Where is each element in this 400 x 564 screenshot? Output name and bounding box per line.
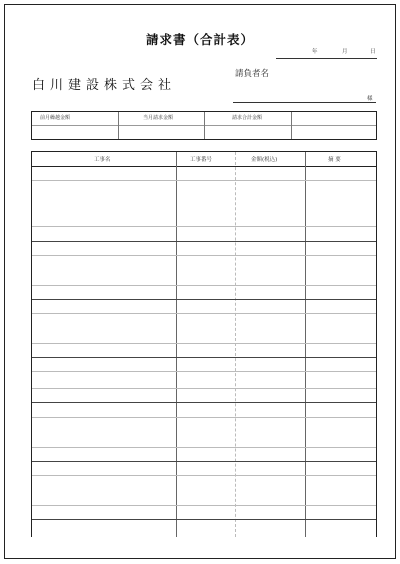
summary-table (31, 111, 377, 140)
row-line (32, 343, 376, 344)
row-line (32, 313, 376, 314)
row-group-line (32, 402, 376, 403)
summary-label-current: 当月請求金額 (143, 115, 174, 121)
row-group-line (32, 519, 376, 520)
row-line (32, 180, 376, 181)
row-line (32, 417, 376, 418)
header-project-number: 工事番号 (190, 157, 213, 163)
row-group-line (32, 299, 376, 300)
header-remarks: 摘 要 (328, 157, 341, 163)
date-line (276, 46, 377, 59)
row-line (32, 255, 376, 256)
header-amount: 金額(税込) (251, 157, 278, 163)
billing-name-line (233, 102, 376, 103)
row-line (32, 505, 376, 506)
detail-col-divider (305, 152, 306, 537)
row-group-line (32, 461, 376, 462)
detail-col-divider (176, 152, 177, 537)
detail-col-divider-dashed (235, 152, 236, 537)
row-line (32, 447, 376, 448)
summary-label-total: 請求合計金額 (232, 115, 263, 121)
summary-col-divider (118, 112, 119, 139)
honorific-sama: 様 (367, 96, 373, 102)
summary-label-carryover: 前月繰越金額 (40, 115, 71, 121)
detail-header-divider (32, 166, 376, 167)
recipient-company: 白川建設株式会社 (32, 78, 177, 93)
summary-col-divider (291, 112, 292, 139)
row-line (32, 475, 376, 476)
document-title: 請求書（合計表） (145, 32, 254, 47)
header-project-name: 工事名 (94, 157, 111, 163)
row-group-line (32, 357, 376, 358)
row-group-line (32, 241, 376, 242)
row-line (32, 371, 376, 372)
billing-name-label: 請負者名 (235, 69, 270, 79)
date-day-label: 日 (370, 49, 376, 55)
row-line (32, 285, 376, 286)
summary-col-divider (204, 112, 205, 139)
row-line (32, 388, 376, 389)
row-line (32, 226, 376, 227)
detail-table (31, 151, 377, 537)
date-year-label: 年 (312, 49, 318, 55)
date-month-label: 月 (342, 49, 348, 55)
